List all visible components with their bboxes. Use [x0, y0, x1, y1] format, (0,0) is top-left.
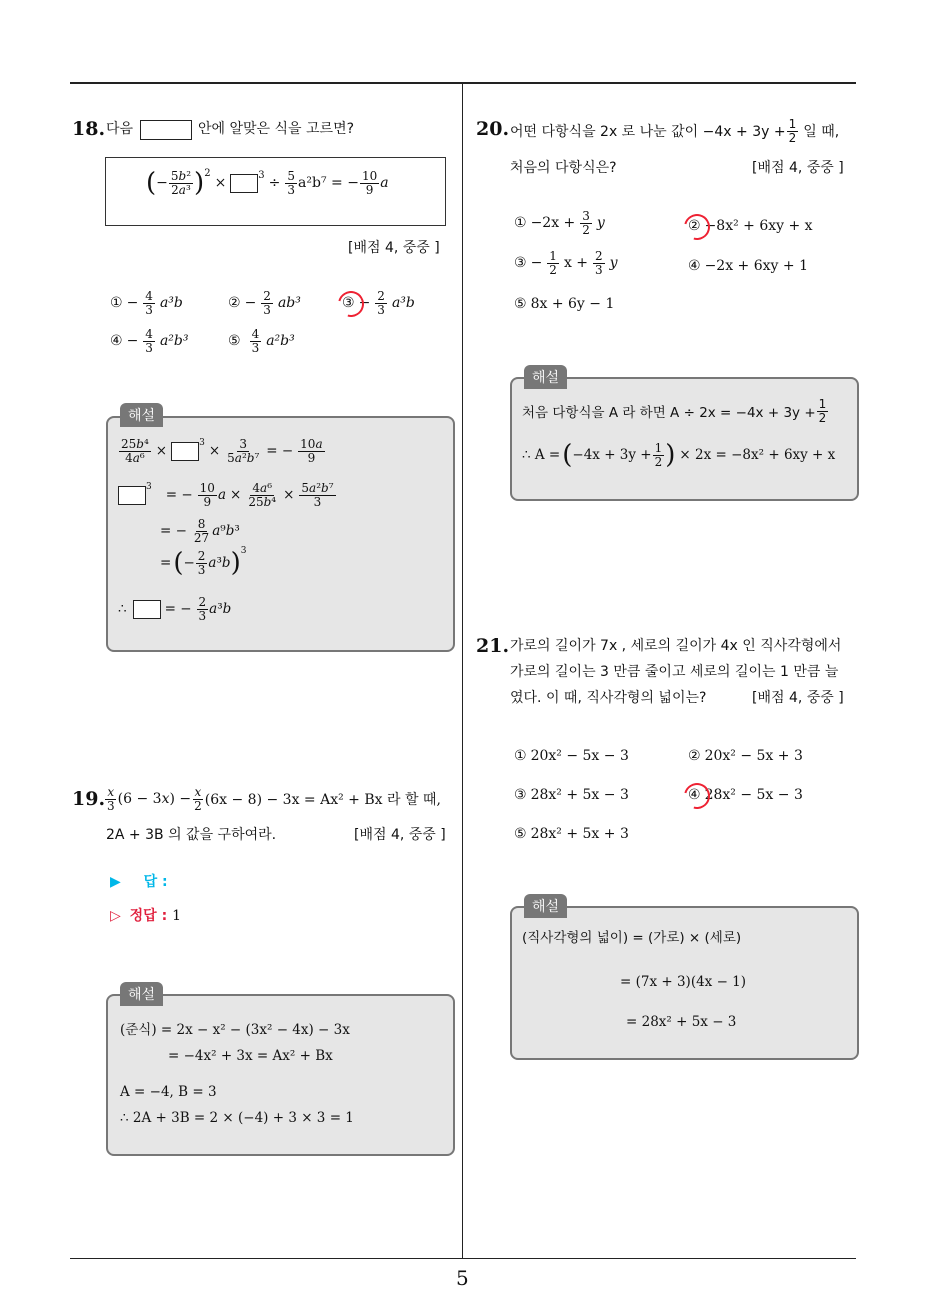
q20-line-1: 어떤 다항식을 2x 로 나눈 값이 −4x + 3y + $\frac{1}{2}$ 일 때, [510, 117, 840, 145]
column-divider [462, 84, 463, 1258]
q21-number: 21. [476, 635, 510, 657]
q19-solution-box [106, 994, 455, 1156]
q20-solution-box [510, 377, 859, 501]
q20-option-3[interactable]: ③ − $\frac{1}{2}$ x + $\frac{2}{3}$ y [514, 249, 618, 277]
q18-prompt-a: 다음 [106, 121, 134, 137]
q19-correct-value: 1 [172, 908, 181, 924]
q20-sol-line-1: 처음 다항식을 A 라 하면 A ÷ 2x = −4x + 3y + $\frac{1}{2}$ [522, 397, 827, 425]
q21-line-2: 가로의 길이는 3 만큼 줄이고 세로의 길이는 1 만큼 늘 [510, 664, 839, 680]
q20-answer-mark: ② [688, 218, 701, 234]
q19-line-2: 2A + 3B 의 값을 구하여라. [106, 827, 277, 843]
q20-solution-tab: 해설 [524, 365, 567, 389]
q19-score: [배점 4, 중중 ] [354, 827, 446, 843]
q18-option-3[interactable]: ③ − $\frac{2}{3}$ a³b [342, 289, 415, 317]
q18-prompt-b: 안에 알맞은 식을 고르면? [198, 121, 355, 137]
q18-sol-line-2: $^3$ = − $\frac{10}{9}$ a × $\frac{\text{4a⁶}}{\text{25b⁴}}$ × $\frac{\text{5a²b⁷}}{3}$ [118, 482, 337, 508]
q18-sol-line-1: $\frac{\text{25b⁴}}{\text{4a⁶}}$ × $^3$ × $\frac{3}{\text{5a²b⁷}}$ = − $\frac{10a}{9}$ [121, 437, 323, 465]
q21-option-2[interactable]: ② 20x² − 5x + 3 [688, 748, 803, 764]
q19-sol-line-4: ∴ 2A + 3B = 2 × (−4) + 3 × 3 = 1 [120, 1110, 354, 1126]
q19-sol-line-1: (준식) = 2x − x² − (3x² − 4x) − 3x [120, 1022, 350, 1038]
bottom-rule [70, 1258, 856, 1259]
q21-line-1: 가로의 길이가 7x , 세로의 길이가 4x 인 직사각형에서 [510, 638, 842, 654]
q19-correct-label: 정답 : [129, 908, 168, 924]
top-rule [70, 82, 856, 84]
q21-sol-line-3: = 28x² + 5x − 3 [626, 1014, 737, 1030]
q18-sol-line-5: ∴ = − $\frac{2}{3}$ a ³ b [118, 595, 232, 623]
page-number: 5 [456, 1266, 469, 1290]
q18-score: [배점 4, 중중 ] [348, 240, 440, 256]
q21-sol-line-1: (직사각형의 넓이) = (가로) × (세로) [522, 930, 742, 946]
q20-line-2: 처음의 다항식은? [510, 160, 617, 176]
q21-option-1[interactable]: ① 20x² − 5x − 3 [514, 748, 629, 764]
q18-sol-line-4: = ( − $\frac{2}{3}$ a ³ b ) $^3$ [160, 546, 247, 579]
q18-equation: ( − $\frac{\text{5b²}}{\text{2a³}}$ ) $^2$ × $^3$ ÷ $\frac{5}{3}$ a²b⁷ = − $\frac{10}{9}$ a [146, 167, 389, 199]
q21-answer-mark: ④ [688, 787, 701, 803]
q20-option-4[interactable]: ④ −2x + 6xy + 1 [688, 258, 808, 274]
q18-eq-rhs: a²b⁷ = − [298, 175, 359, 192]
q21-option-5[interactable]: ⑤ 28x² + 5x + 3 [514, 826, 629, 842]
q20-score: [배점 4, 중중 ] [752, 160, 844, 176]
q20-option-5[interactable]: ⑤ 8x + 6y − 1 [514, 296, 615, 312]
q18-sol-line-3: = − $\frac{8}{27}$ a ⁹ b ³ [160, 517, 240, 545]
q19-line-1: $\frac{x}{3}$ (6 − 3x) − $\frac{x}{2}$ (6x − 8) − 3x = Ax² + Bx 라 할 때, [107, 785, 441, 813]
q19-line-1-tail: (6x − 8) − 3x = Ax² + Bx 라 할 때, [204, 792, 441, 809]
q21-option-3[interactable]: ③ 28x² + 5x − 3 [514, 787, 629, 803]
q18-option-5[interactable]: ⑤ $\frac{4}{3}$ a²b³ [228, 327, 295, 355]
triangle-outline-icon: ▷ [110, 908, 121, 924]
q18-option-4[interactable]: ④ − $\frac{4}{3}$ a²b³ [110, 327, 189, 355]
play-icon: ▶ [110, 874, 121, 890]
q18-number: 18. [72, 118, 106, 140]
q20-option-2[interactable]: ② −8x² + 6xy + x [688, 218, 813, 234]
q19-correct-row [110, 908, 181, 925]
q21-option-4[interactable]: ④ 28x² − 5x − 3 [688, 787, 803, 803]
q18-option-1[interactable]: ① − $\frac{4}{3}$ a³b [110, 289, 183, 317]
q19-number: 19. [72, 788, 106, 810]
q18-option-2[interactable]: ② − $\frac{2}{3}$ ab³ [228, 289, 301, 317]
q18-div-sign: ÷ [268, 175, 281, 192]
q18-answer-mark: ③ [342, 295, 355, 312]
q18-equation-box [105, 157, 446, 226]
q20-option-1[interactable]: ① −2x + $\frac{3}{2}$ y [514, 209, 605, 237]
q18-blank-box [140, 120, 192, 140]
q21-solution-tab: 해설 [524, 894, 567, 918]
q19-sol-line-3: A = −4, B = 3 [120, 1084, 217, 1100]
q18-solution-tab: 해설 [120, 403, 163, 427]
q21-score: [배점 4, 중중 ] [752, 690, 844, 706]
q21-sol-line-2: = (7x + 3)(4x − 1) [620, 974, 747, 990]
q19-sol-line-2: = −4x² + 3x = Ax² + Bx [168, 1048, 333, 1064]
q19-answer-label: 답 : [143, 874, 168, 890]
q19-solution-tab: 해설 [120, 982, 163, 1006]
q19-answer-row [110, 874, 168, 891]
q20-number: 20. [476, 118, 510, 140]
q20-sol-line-2: ∴ A = ( −4x + 3y + $\frac{1}{2}$ ) × 2x = −8x² + 6xy + x [522, 440, 836, 471]
q21-line-3: 였다. 이 때, 직사각형의 넓이는? [510, 690, 707, 706]
